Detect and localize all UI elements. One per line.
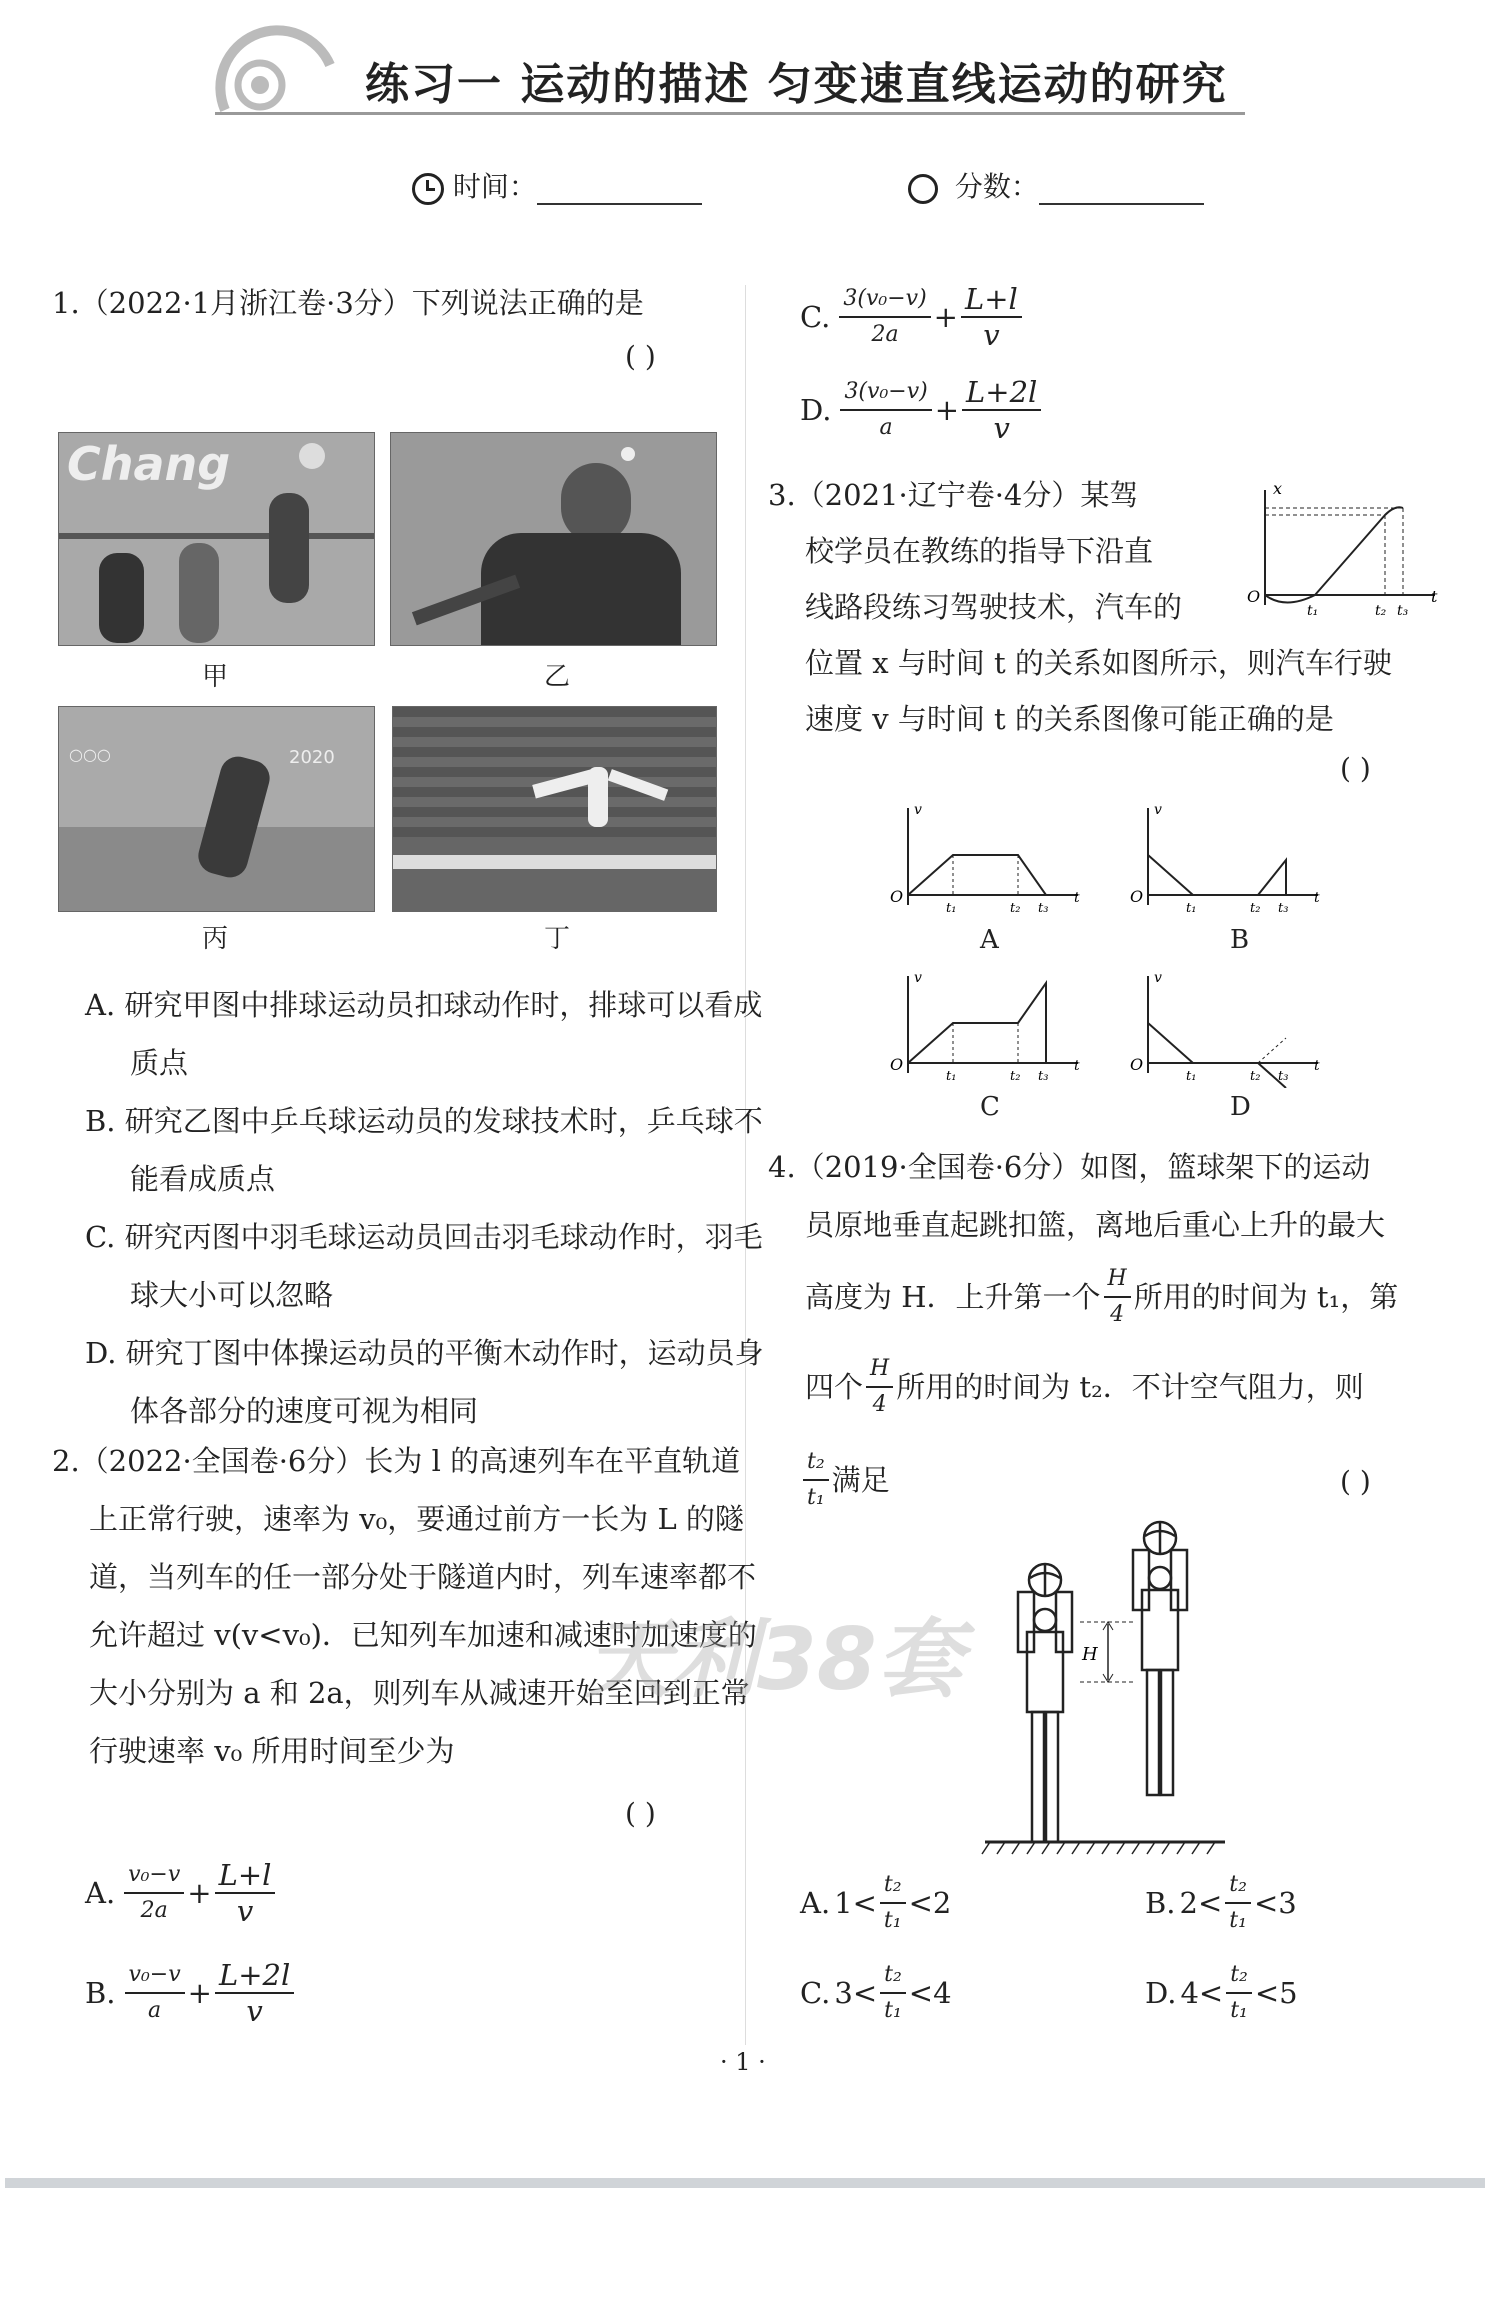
q3-d-label-v: v [1154,970,1162,986]
q2-c-frac1-num: 3(v₀−v) [839,282,930,318]
q3-d-label-o: O [1130,1055,1144,1074]
score-field [908,165,1204,205]
caption-ding: 丁 [543,924,570,954]
q1-option-a: A. 研究甲图中排球运动员扣球动作时，排球可以看成质点 [85,988,763,1080]
q4-a-label: A. [800,1886,831,1920]
page-number: · 1 · [720,2048,766,2076]
q3-a-label-o: O [890,887,904,906]
photo-jia-banner: Chang [67,437,231,491]
q2-b-frac1-den: a [148,1998,162,2023]
q4-c-low: 3< [834,1976,878,2010]
q2-option-a: A. $\frac{\text{v₀−v}}{2a}$ + $\frac{L+l}{v}$ [85,1858,278,1928]
q4-line-3 [805,1262,1398,1332]
q3-a-label-t3: t₃ [1038,901,1049,916]
photo-bing: 2020 ○○○ [58,706,375,912]
title-underline [215,112,1245,115]
q4-ratio-den: t₁ [807,1485,825,1510]
q3-b-label-t: t [1314,890,1320,906]
q1-stem: 1.（2022·1月浙江卷·3分）下列说法正确的是 [52,286,644,320]
footer-bar [5,2178,1485,2188]
time-field [412,165,702,205]
q4-line-4-b: 所用的时间为 t₂．不计空气阻力，则 [896,1370,1364,1404]
q4-option-a [800,1868,951,1938]
q3-line-5: 速度 v 与时间 t 的关系图像可能正确的是 [805,702,1334,736]
q3-d-label-t3: t₃ [1278,1069,1289,1084]
q2-b-frac2-num: L+2l [215,1958,294,1994]
q1-option-b: B. 研究乙图中乒乓球运动员的发球技术时，乒乓球不能看成质点 [85,1104,763,1196]
q2-d-frac2-den: v [993,411,1010,445]
q2-c-frac1-den: 2a [871,322,899,347]
q4-a-num: t₂ [880,1868,906,1904]
photo-bing-logo: 2020 [289,747,335,768]
q3-b-label-t1: t₁ [1186,901,1197,916]
q3-c-label-v: v [914,970,922,986]
q2-d-frac1-num: 3(v₀−v) [840,375,931,411]
q3-a-label-t: t [1074,890,1080,906]
q1-option-c: C. 研究丙图中羽毛球运动员回击羽毛球动作时，羽毛球大小可以忽略 [85,1220,763,1312]
q1-answer-paren: ( ) [625,340,656,373]
q2-option-d: D. $\frac{\text{3(v₀−v)}}{a}$ + $\frac{L+2l}{v}$ [800,375,1044,445]
time-label: 时间： [452,170,537,203]
q4-option-b [1145,1868,1297,1938]
q3-line-2: 校学员在教练的指导下沿直 [805,534,1154,568]
caption-bing: 丙 [201,924,228,954]
q3-graph-b [1118,800,1328,920]
q2-option-a-label: A. [85,1876,116,1910]
q3-b-label-t3: t₃ [1278,901,1289,916]
q3-c-label-t: t [1074,1058,1080,1074]
q4-frac-num-2: H [866,1352,893,1388]
photo-yi [390,432,717,646]
medal-icon [908,174,938,204]
q4-b-low: 2< [1179,1886,1223,1920]
q4-c-high: <4 [908,1976,952,2010]
q4-a-low: 1< [834,1886,877,1920]
caption-jia: 甲 [201,662,228,692]
photo-ding [392,706,717,912]
q3-answer-paren: ( ) [1340,752,1371,785]
q2-option-b-label: B. [85,1976,116,2010]
q3-d-label-t1: t₁ [1186,1069,1197,1084]
q3-choice-label-c: C [980,1092,1000,1122]
q4-line-5-text: 满足 [831,1463,890,1497]
q3-xt-label-x: x [1273,480,1283,498]
q2-b-frac2-den: v [246,1994,263,2028]
q2-option-c-label: C. [800,300,831,334]
q4-line-3-a: 高度为 H．上升第一个 [805,1280,1101,1314]
q3-line-3: 线路段练习驾驶技术，汽车的 [805,590,1183,624]
q3-graph-d [1118,968,1328,1088]
q3-b-label-o: O [1130,887,1144,906]
q4-option-c [800,1958,952,2028]
q4-a-den: t₁ [883,1908,902,1933]
page-title: 练习一 运动的描述 匀变速直线运动的研究 [365,59,1228,110]
q3-xt-label-t2: t₂ [1375,603,1387,619]
q3-choice-label-a: A [980,925,999,955]
q2-option-d-label: D. [800,393,832,427]
q2-a-frac1-num: v₀−v [124,1858,184,1894]
q3-xt-label-t3: t₃ [1397,603,1409,619]
h-label: H [1082,1644,1098,1665]
q2-c-frac2-den: v [983,318,1000,352]
q2-option-b: B. $\frac{\text{v₀−v}}{a}$ + $\frac{L+2l}{v}$ [85,1958,297,2028]
q4-d-den: t₁ [1230,1998,1248,2023]
q4-d-label: D. [1145,1976,1177,2010]
photo-jia [58,432,375,646]
score-blank [1039,177,1204,205]
q3-choice-label-b: B [1230,925,1250,955]
q2-b-frac1-num: v₀−v [125,1958,185,1994]
q4-b-label: B. [1145,1886,1176,1920]
caption-yi: 乙 [543,662,570,692]
watermark: 天利38套 [585,1610,963,1710]
q2-d-frac2-num: L+2l [962,375,1041,411]
q3-xt-label-t: t [1431,587,1438,606]
q3-c-label-t3: t₃ [1038,1069,1049,1084]
q3-a-label-t1: t₁ [946,901,957,916]
q2-answer-paren: ( ) [625,1797,656,1830]
q4-line-5 [800,1445,890,1515]
q4-b-den: t₁ [1229,1908,1247,1933]
q3-xt-graph [1245,480,1445,625]
q3-c-label-o: O [890,1055,904,1074]
q2-stem: 2.（2022·全国卷·6分）长为 l 的高速列车在平直轨道上正常行驶，速率为 v₀，要通过前方一长为 L 的隧道，当列车的任一部分处于隧道内时，列车速率都不允许超过 v(v<v₀)．已知列车加速和减速时加速度的大小分别为 a 和 2a，则列车从减速开始至回到正常行驶速率 v₀ 所用时间至少为 [52,1444,757,1768]
q2-c-frac2-num: L+l [961,282,1022,318]
q3-choice-label-d: D [1230,1092,1251,1122]
q4-b-num: t₂ [1225,1868,1251,1904]
q4-b-high: <3 [1253,1886,1297,1920]
q4-answer-paren: ( ) [1340,1465,1371,1498]
q4-line-1: 4.（2019·全国卷·6分）如图，篮球架下的运动 [768,1150,1371,1184]
q4-line-4-a: 四个 [805,1370,864,1404]
q3-b-label-v: v [1154,802,1162,818]
q2-d-frac1-den: a [879,415,893,440]
q3-c-label-t1: t₁ [946,1069,957,1084]
clock-icon [412,173,444,205]
q3-b-label-t2: t₂ [1250,901,1261,916]
q4-frac-den-1: 4 [1110,1302,1125,1327]
q4-frac-den-2: 4 [872,1392,887,1417]
q2-a-frac2-num: L+l [215,1858,276,1894]
q3-a-label-t2: t₂ [1010,901,1021,916]
header-logo [215,25,335,120]
basketball-figure [980,1520,1230,1860]
q3-a-label-v: v [914,802,922,818]
q3-line-4: 位置 x 与时间 t 的关系如图所示，则汽车行驶 [805,646,1392,680]
q4-c-num: t₂ [880,1958,906,1994]
q2-a-frac1-den: 2a [140,1898,168,1923]
q4-c-label: C. [800,1976,831,2010]
q4-c-den: t₁ [884,1998,902,2023]
q4-a-high: <2 [908,1886,952,1920]
q4-line-4 [805,1352,1364,1422]
q3-line-1: 3.（2021·辽宁卷·4分）某驾 [768,478,1139,512]
q3-graph-c [878,968,1088,1088]
q2-option-c: C. $\frac{\text{3(v₀−v)}}{2a}$ + $\frac{L+l}{v}$ [800,282,1025,352]
q3-graph-a [878,800,1088,920]
q4-ratio-num: t₂ [803,1445,829,1481]
q3-xt-label-o: O [1247,587,1261,606]
q4-line-3-b: 所用的时间为 t₁，第 [1133,1280,1399,1314]
q4-d-num: t₂ [1226,1958,1252,1994]
q4-d-high: <5 [1254,1976,1298,2010]
q4-line-2: 员原地垂直起跳扣篮，离地后重心上升的最大 [805,1208,1386,1242]
q4-d-low: 4< [1180,1976,1224,2010]
time-blank [537,177,702,205]
q3-d-label-t: t [1314,1058,1320,1074]
q3-d-label-t2: t₂ [1250,1069,1261,1084]
q1-option-d: D. 研究丁图中体操运动员的平衡木动作时，运动员身体各部分的速度可视为相同 [85,1336,764,1428]
q4-option-d [1145,1958,1298,2028]
q4-frac-num-1: H [1104,1262,1131,1298]
q3-xt-label-t1: t₁ [1307,603,1319,619]
score-label: 分数： [954,170,1039,203]
q2-a-frac2-den: v [236,1894,254,1928]
q3-c-label-t2: t₂ [1010,1069,1021,1084]
